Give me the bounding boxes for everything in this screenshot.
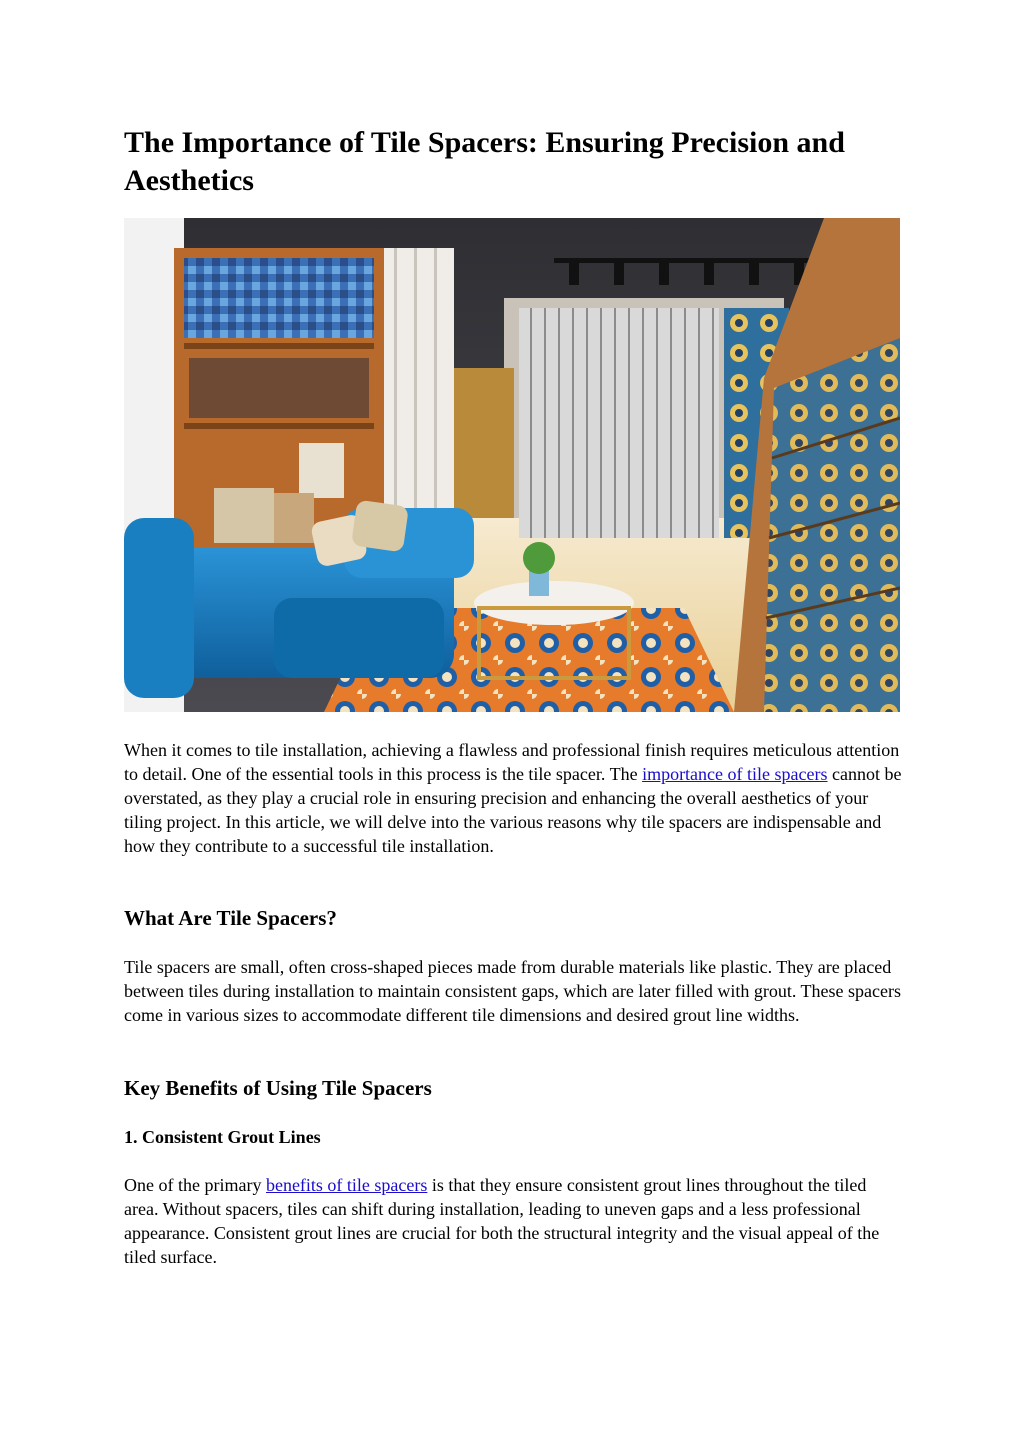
article-title: The Importance of Tile Spacers: Ensuring Precision and Aesthetics: [124, 126, 845, 197]
intro-text-end: cannot be overstated, as they play a crucial role in ensuring precision and enhancing the overall aesthetics of your tiling project. In this article, we will delve into the various reasons why tile spacers are indispensable and how they contribute to a successful tile installation.: [124, 764, 902, 856]
what-are-tile-spacers-paragraph: Tile spacers are small, often cross-shaped pieces made from durable materials like plastic. They are placed between tiles during installation to maintain consistent gaps, which are later filled with grout. These spacers come in various sizes to accommodate different tile dimensions and desired grout line widths.: [124, 957, 901, 1025]
subheading-consistent-grout-lines: 1. Consistent Grout Lines: [124, 1127, 321, 1147]
intro-paragraph: [124, 738, 904, 858]
consistent-grout-lines-paragraph: [124, 1173, 904, 1269]
benefits-text-start: One of the primary: [124, 1175, 266, 1195]
section-heading-key-benefits: Key Benefits of Using Tile Spacers: [124, 1076, 432, 1100]
hero-image: [124, 218, 900, 712]
importance-of-tile-spacers-link[interactable]: importance of tile spacers: [642, 764, 828, 784]
benefits-text-end: is that they ensure consistent grout lines throughout the tiled area. Without spacers, tiles can shift during installation, leading to uneven gaps and a less professional appearance. Consistent grout lines are crucial for both the structural integrity and the visual appeal of the tiled surface.: [124, 1175, 880, 1267]
benefits-of-tile-spacers-link[interactable]: benefits of tile spacers: [265, 1175, 428, 1195]
intro-text-start: When it comes to tile installation, achieving a flawless and professional finish requires meticulous attention to detail. One of the essential tools in this process is the tile spacer. The: [124, 740, 900, 784]
section-heading-what-are-tile-spacers: What Are Tile Spacers?: [124, 906, 337, 930]
tile-showroom-photo-icon: [124, 218, 900, 712]
